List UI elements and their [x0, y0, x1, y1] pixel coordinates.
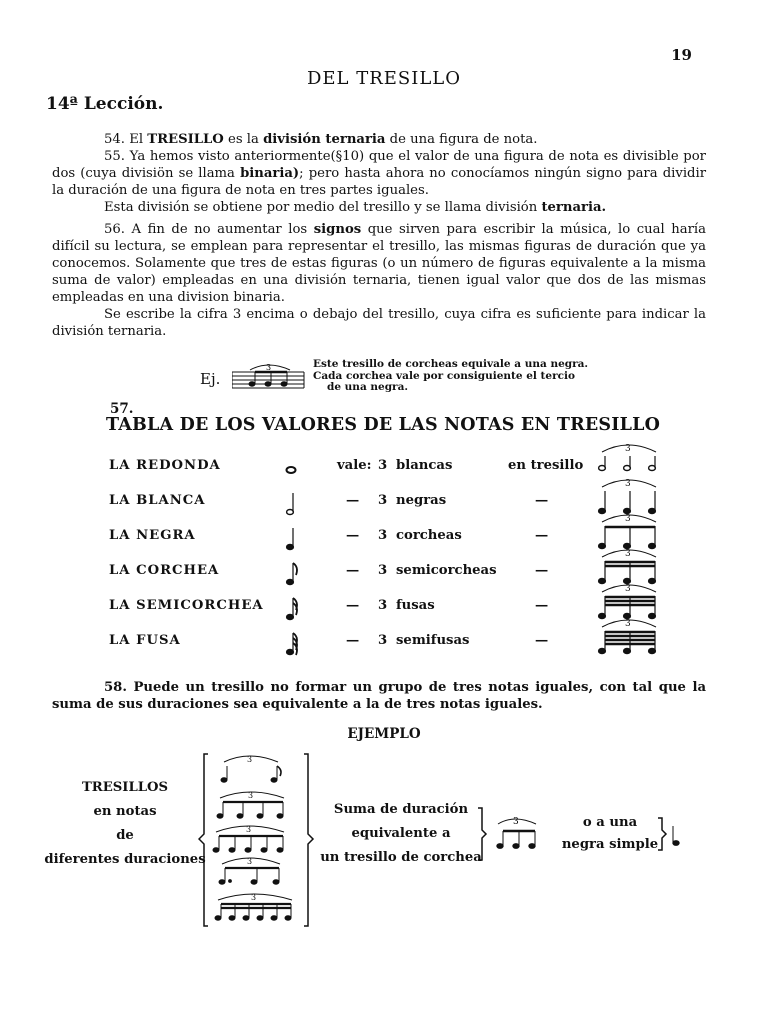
eighth-note-icon	[282, 555, 304, 589]
caption-line: de una negra.	[327, 381, 409, 393]
label-line: o a una	[582, 815, 638, 830]
paragraph-text: Ya hemos visto anteriormente(§10) que el valor de una figura de nota es divisible por dos (cuya divisiön se llama	[52, 149, 706, 181]
dash: —	[346, 493, 360, 508]
subdivision-name: negras	[396, 493, 447, 508]
paragraph-text: de una figura de nota.	[389, 132, 538, 147]
quarter-note	[656, 816, 688, 856]
table-row	[0, 619, 768, 657]
svg-text:3: 3	[625, 479, 631, 489]
svg-text:3: 3	[625, 619, 631, 629]
dash: —	[346, 633, 360, 648]
dash: —	[535, 563, 549, 578]
triplet-example-group	[217, 791, 284, 818]
paragraph-text: ; pero hasta ahora no conocíamos ningún signo para dividir la duración de una figura de nota en tres partes iguales.	[52, 166, 706, 198]
bold-term: división ternaria	[263, 132, 386, 147]
subdivision-name: fusas	[396, 598, 435, 613]
count: 3	[378, 493, 388, 508]
label-line: equivalente a	[351, 826, 451, 841]
paragraph-55	[52, 148, 706, 216]
quarter-note-icon	[282, 520, 304, 554]
note-figure	[282, 485, 304, 523]
right-bracket	[304, 754, 313, 926]
label-line: un tresillo de corchea	[320, 850, 482, 865]
subdivision-name: semicorcheas	[396, 563, 497, 578]
subdivision-name: semifusas	[396, 633, 470, 648]
note-figure	[282, 625, 304, 663]
paragraph-text: que sirven para escribir la música, lo cual haría difícil su lectura, se emplean para representar el tresillo, las mismas figuras de duración que ya conocemos. Solamente que tres de estas figuras (o un número de figuras equivalente a la misma suma de valor) empleadas en una división ternaria, tienen igual valor que dos de las mismas empleadas en una division binaria.	[52, 222, 706, 305]
left-bracket	[199, 754, 208, 926]
vale-label: vale:	[337, 458, 372, 473]
paragraph-54	[52, 131, 706, 148]
note-name: LA CORCHEA	[109, 563, 220, 578]
table-title: TABLA DE LOS VALORES DE LAS NOTAS EN TRESILLO	[106, 415, 661, 435]
dash: —	[535, 493, 549, 508]
paragraph-text: es la	[228, 132, 259, 147]
subdivision-name: corcheas	[396, 528, 462, 543]
label-line: diferentes duraciones	[44, 852, 206, 867]
label-line: en notas	[93, 804, 157, 819]
sixteenth-note-icon	[282, 590, 304, 624]
en-tresillo-label: en tresillo	[508, 458, 584, 473]
dash: —	[346, 563, 360, 578]
svg-text:3: 3	[251, 893, 257, 902]
example-heading: EJEMPLO	[347, 726, 421, 742]
triplet-thirtysecond-icon	[594, 613, 666, 663]
staff-triplet-example	[232, 362, 308, 392]
svg-text:3: 3	[247, 755, 253, 764]
count: 3	[378, 528, 388, 543]
paragraph-text: El	[129, 132, 144, 147]
caption-line: Cada corchea vale por consiguiente el tercio	[313, 369, 575, 382]
triplet-example-group	[213, 825, 284, 852]
note-figure	[282, 555, 304, 593]
note-name: LA BLANCA	[109, 493, 206, 508]
label-line: Suma de duración	[333, 802, 469, 817]
paragraph-number: 57.	[110, 401, 134, 417]
label-line: de	[116, 828, 134, 843]
dash: —	[535, 633, 549, 648]
bold-term: binaria)	[240, 166, 300, 181]
triplet-example-group	[215, 893, 292, 920]
paragraph-text: Puede un tresillo no formar un grupo de tres notas iguales, con tal que la suma de sus duraciones sea equivalente a la de tres notas iguales.	[52, 680, 707, 712]
page-title: DEL TRESILLO	[306, 68, 462, 89]
bold-term: signos	[313, 222, 362, 237]
tresillos-label	[40, 776, 210, 872]
whole-note-icon	[282, 450, 304, 484]
label-line: TRESILLOS	[81, 780, 169, 795]
svg-text:3: 3	[625, 514, 631, 524]
sum-label	[318, 798, 484, 870]
count: 3	[378, 458, 388, 473]
triplet-digit: 3	[266, 363, 272, 372]
label-line: negra simple	[561, 837, 659, 852]
triplet-example-group	[219, 857, 280, 884]
count: 3	[378, 633, 388, 648]
bold-term: ternaria.	[541, 200, 607, 215]
subdivision-name: blancas	[396, 458, 453, 473]
count: 3	[378, 563, 388, 578]
svg-text:3: 3	[247, 857, 253, 866]
note-figure	[282, 590, 304, 628]
paragraph-58	[52, 679, 706, 713]
dash: —	[535, 528, 549, 543]
half-note-icon	[282, 485, 304, 519]
paragraph-number: 54.	[104, 132, 125, 147]
paragraph-number: 58.	[104, 680, 127, 695]
note-name: LA SEMICORCHEA	[109, 598, 264, 613]
svg-text:3: 3	[625, 549, 631, 559]
note-name: LA NEGRA	[109, 528, 196, 543]
negra-label	[558, 812, 662, 856]
caption-line: Este tresillo de corcheas equivale a una negra.	[313, 358, 589, 370]
page-number: 19	[671, 46, 692, 64]
paragraph-text: Se escribe la cifra 3 encima o debajo del tresillo, cuya cifra es suficiente para indicar la división ternaria.	[52, 307, 706, 339]
triplet-example-group	[221, 755, 281, 782]
eighth-triplet	[476, 806, 552, 862]
brace-icon	[478, 808, 486, 860]
dash: —	[346, 528, 360, 543]
svg-text:3: 3	[246, 825, 252, 834]
triplet-digit: 3	[513, 817, 519, 827]
svg-text:3: 3	[625, 444, 631, 454]
note-figure	[282, 450, 304, 488]
triplet-group	[594, 613, 666, 667]
svg-text:3: 3	[248, 791, 254, 800]
paragraph-56	[52, 221, 706, 340]
dash: —	[346, 598, 360, 613]
count: 3	[378, 598, 388, 613]
svg-text:3: 3	[625, 584, 631, 594]
paragraph-number: 55.	[104, 149, 125, 164]
bold-term: TRESILLO	[147, 132, 224, 147]
paragraph-number: 56.	[104, 222, 125, 237]
paragraph-text: A fin de no aumentar los	[131, 222, 308, 237]
brace-icon	[658, 818, 666, 850]
example-caption	[313, 359, 588, 394]
note-figure	[282, 520, 304, 558]
note-name: LA REDONDA	[109, 458, 221, 473]
example-label: Ej.	[200, 370, 221, 388]
dash: —	[535, 598, 549, 613]
paragraph-text: Esta división se obtiene por medio del tresillo y se llama división	[104, 200, 538, 215]
lesson-heading: 14ª Lección.	[46, 94, 164, 114]
triplet-examples	[198, 746, 328, 936]
note-name: LA FUSA	[109, 633, 181, 648]
thirtysecond-note-icon	[282, 625, 304, 659]
